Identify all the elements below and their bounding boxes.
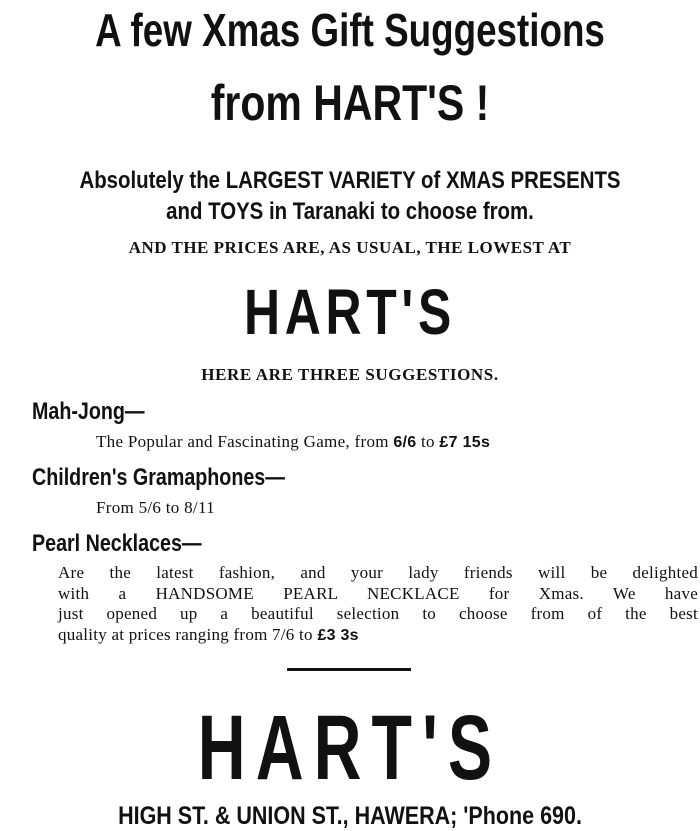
pearl-price-to-label: to <box>299 624 313 644</box>
headline-line-1: A few Xmas Gift Suggestions <box>95 4 605 56</box>
pearl-line-3: just opened up a beautiful selection to choose from of the best <box>58 604 698 623</box>
pearl-price-to: £3 3s <box>312 626 359 644</box>
store-name-mid: HART'S <box>244 276 456 348</box>
divider-rule <box>287 668 411 671</box>
store-address: HIGH ST. & UNION ST., HAWERA; 'Phone 690. <box>118 802 582 830</box>
item-price-sep: to <box>416 432 440 451</box>
item-text-pearl-necklaces <box>58 563 698 646</box>
item-price-to: £7 15s <box>439 434 491 451</box>
item-text-mah-jong <box>96 432 490 453</box>
subheading-line-2: and TOYS in Taranaki to choose from. <box>166 198 534 225</box>
item-title-mah-jong: Mah-Jong— <box>32 398 145 425</box>
pearl-line-4 <box>58 625 698 647</box>
subheading-line-1: Absolutely the LARGEST VARIETY of XMAS PRESENTS <box>79 167 621 194</box>
item-text-mah-jong-desc: The Popular and Fascinating Game, from <box>96 432 394 451</box>
prices-line: AND THE PRICES ARE, AS USUAL, THE LOWEST AT <box>128 238 572 257</box>
headline-line-2: from HART'S ! <box>210 75 490 131</box>
three-suggestions-heading: HERE ARE THREE SUGGESTIONS. <box>201 365 499 384</box>
pearl-line-1: Are the latest fashion, and your lady friends will be delighted <box>58 563 698 582</box>
item-title-gramaphones: Children's Gramaphones— <box>32 464 285 491</box>
item-title-pearl-necklaces: Pearl Necklaces— <box>32 530 202 557</box>
pearl-line-4-text: quality at prices ranging from 7/6 <box>58 624 300 644</box>
store-name-big: HART'S <box>197 697 503 799</box>
item-price-from: 6/6 <box>393 434 417 451</box>
item-text-gramaphones: From 5/6 to 8/11 <box>96 498 215 517</box>
pearl-line-2: with a HANDSOME PEARL NECKLACE for Xmas. We have <box>58 583 698 603</box>
